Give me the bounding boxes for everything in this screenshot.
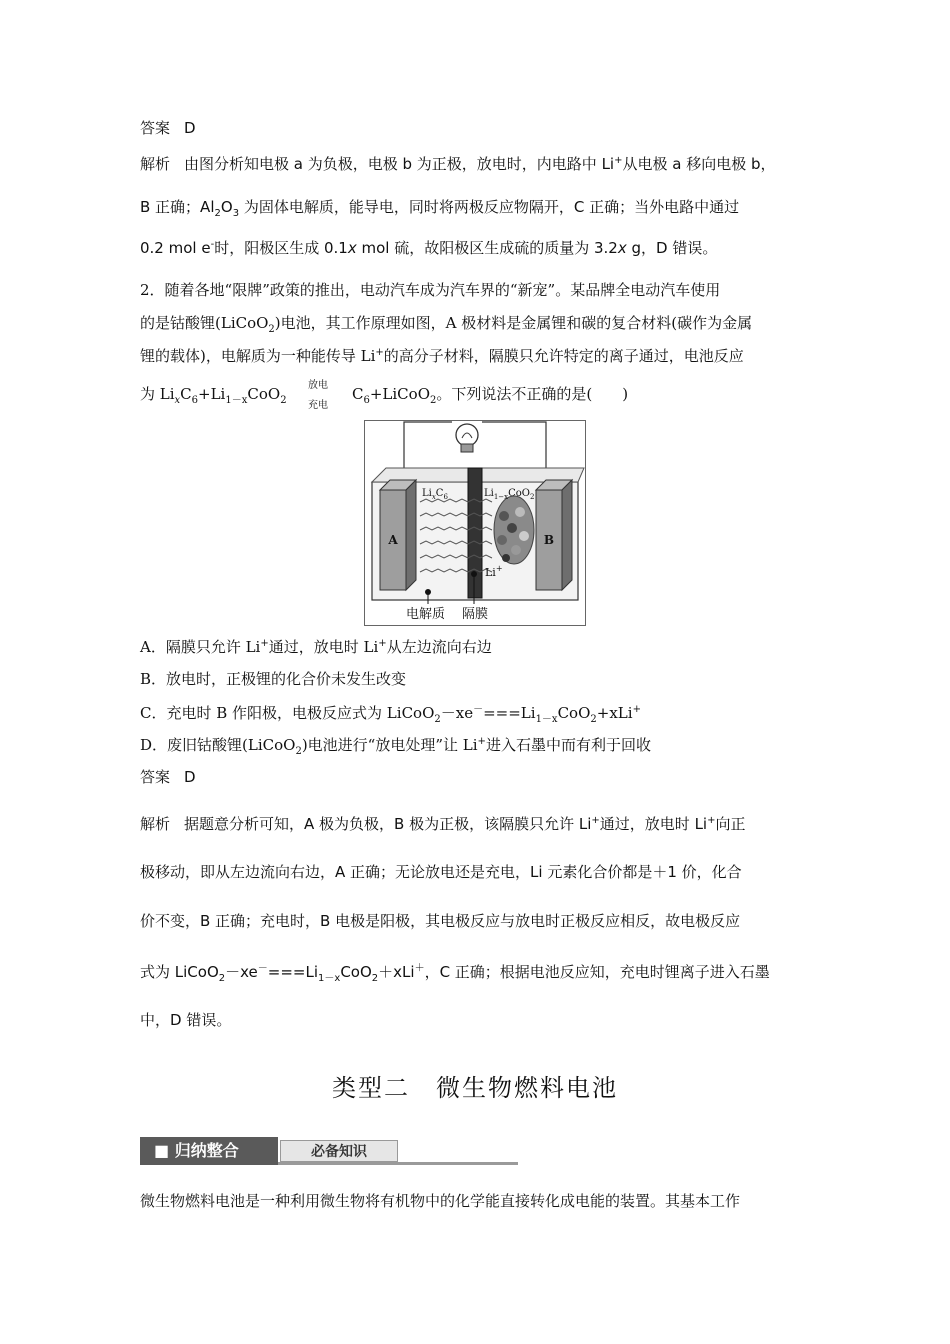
answer-value: D (184, 119, 196, 137)
banner-light-label: 必备知识 (280, 1140, 398, 1162)
text: －xe (225, 963, 258, 981)
text: + (477, 736, 486, 747)
text: 2 (434, 714, 441, 725)
text: CoO (340, 963, 372, 981)
left-material-text: Li (422, 488, 432, 499)
analysis-2-line-5: 中，D 错误。 (140, 1011, 232, 1029)
separator (468, 468, 482, 598)
answer-2 (140, 767, 196, 787)
text: 据题意分析可知，A 极为负极，B 极为正极，该隔膜只允许 Li (184, 815, 592, 833)
text: +Li (198, 385, 226, 403)
text: O (220, 198, 233, 216)
electrolyte-dot (425, 589, 431, 595)
text: 3 (232, 208, 240, 219)
electrode-a-label: A (388, 533, 398, 547)
text: x (174, 395, 181, 406)
answer-label: 答案 (140, 768, 171, 786)
text: 的是钴酸锂(LiCoO (140, 314, 269, 332)
left-material-text: C (435, 488, 444, 499)
text: + (707, 815, 716, 826)
text: A．隔膜只允许 Li (140, 638, 261, 656)
separator-dot (471, 571, 477, 577)
text: 2 (214, 208, 221, 219)
text: 时，阳极区生成 0.1 (214, 239, 348, 257)
ion-text: Li (485, 566, 496, 579)
banner-dark-label: ■ 归纳整合 (140, 1137, 278, 1165)
text: 向正 (715, 815, 746, 833)
text: + (260, 638, 269, 649)
text: + (375, 347, 384, 358)
analysis-1-line-3 (140, 238, 717, 261)
text: 的高分子材料，隔膜只允许特定的离子通过，电池反应 (383, 347, 744, 365)
right-material-text: Li (484, 488, 494, 499)
analysis-2-line-3: 价不变，B 正确；充电时，B 电极是阳极，其电极反应与放电时正极反应相反，故电极反应 (140, 912, 741, 930)
text: )电池进行“放电处理”让 Li (301, 736, 478, 754)
text: － (473, 704, 484, 715)
text: + (614, 155, 623, 166)
text: 进入石墨中而有利于回收 (485, 736, 651, 754)
text: 通过，放电时 Li (599, 815, 708, 833)
text: C (352, 385, 364, 403)
text: 为 Li (140, 385, 175, 403)
analysis-label: 解析 (140, 155, 171, 173)
text: 2 (280, 395, 287, 406)
text: B 正确；Al (140, 198, 215, 216)
question-2-line-3 (140, 346, 744, 369)
text: ，C 正确；根据电池反应知，充电时锂离子进入石墨 (424, 963, 770, 981)
analysis-1-line-1 (140, 154, 776, 177)
question-2-line-1: 2．随着各地“限牌”政策的推出，电动汽车成为汽车界的“新宠”。某品牌全电动汽车使用 (140, 281, 721, 299)
analysis-2-line-2: 极移动，即从左边流向右边，A 正确；无论放电还是充电，Li 元素化合价都是＋1 价，化合 (140, 863, 742, 881)
text: ＋xLi (378, 963, 415, 981)
analysis-label: 解析 (140, 815, 171, 833)
text: 2 (371, 973, 379, 984)
text: 为固体电解质，能导电，同时将两极反应物隔开，C 正确；当外电路中通过 (239, 198, 740, 216)
text: 2 (218, 973, 226, 984)
electrode-b-label: B (543, 533, 555, 547)
text: CoO (557, 704, 591, 722)
text: ＋ (414, 963, 425, 974)
question-2-line-2 (140, 313, 752, 336)
ion-charge: + (495, 564, 503, 573)
text: D．废旧钴酸锂(LiCoO (140, 736, 296, 754)
text: + (632, 704, 641, 715)
text: + (378, 638, 387, 649)
text: 0.2 mol e (140, 239, 211, 257)
right-material-sub: 1−x (493, 493, 509, 501)
text: g，D 错误。 (626, 239, 718, 257)
text: 6 (191, 395, 199, 406)
text: 式为 LiCoO (140, 963, 219, 981)
right-material-text: CoO (508, 488, 530, 499)
section-title: 类型二 微生物燃料电池 (332, 1074, 618, 1102)
text: 1－x (318, 973, 341, 984)
analysis-1-line-2 (140, 197, 739, 220)
left-material-sub: 6 (443, 493, 448, 501)
body-text-last: 微生物燃料电池是一种利用微生物将有机物中的化学能直接转化成电能的装置。其基本工作 (140, 1192, 741, 1210)
arrow-top-label: 放电 (308, 380, 328, 391)
text: 2 (590, 714, 597, 725)
text: x (617, 239, 627, 257)
question-2-line-4-right (352, 384, 628, 407)
licoo2-cluster (494, 496, 534, 564)
text: － (257, 963, 268, 974)
option-c (140, 703, 641, 726)
text: 由图分析知电极 a 为负极，电极 b 为正极，放电时，内电路中 Li (184, 155, 615, 173)
text: +xLi (596, 704, 633, 722)
analysis-2-line-4 (140, 962, 770, 985)
text: 2 (430, 395, 437, 406)
text: 2 (295, 746, 302, 757)
text: 从电极 a 移向电极 b， (622, 155, 776, 173)
analysis-2-line-1 (140, 814, 746, 837)
text: －xe (440, 704, 474, 722)
right-material-sub: 2 (530, 493, 535, 501)
separator-label: 隔膜 (462, 607, 489, 622)
answer-1 (140, 118, 196, 138)
text: 从左边流向右边 (386, 638, 492, 656)
option-a (140, 637, 492, 660)
option-b: B．放电时，正极锂的化合价未发生改变 (140, 670, 407, 688)
text: + (591, 815, 600, 826)
text: ===Li (483, 704, 536, 722)
text: 1－x (225, 395, 248, 406)
option-d (140, 735, 651, 758)
answer-label: 答案 (140, 119, 171, 137)
question-2-line-4 (140, 384, 287, 407)
text: - (210, 239, 215, 250)
electrode-b-side (562, 480, 572, 590)
text: CoO (247, 385, 281, 403)
answer-value: D (184, 768, 196, 786)
electrolyte-label: 电解质 (406, 607, 446, 622)
arrow-bottom-label: 充电 (308, 400, 328, 411)
text: 通过，放电时 Li (268, 638, 379, 656)
text: C．充电时 B 作阳极，电极反应式为 LiCoO (140, 704, 435, 722)
text: +LiCoO (369, 385, 430, 403)
text: x (347, 239, 357, 257)
text: 锂的载体)，电解质为一种能传导 Li (140, 347, 376, 365)
text: C (180, 385, 192, 403)
text: ===Li (267, 963, 319, 981)
left-material-sub: x (431, 493, 436, 501)
text: 6 (363, 395, 370, 406)
electrode-a-side (406, 480, 416, 590)
text: )电池，其工作原理如图，A 极材料是金属锂和碳的复合材料(碳作为金属 (274, 314, 753, 332)
section-banner (140, 1137, 518, 1165)
battery-diagram (364, 420, 586, 626)
text: 2 (268, 324, 275, 335)
text: 。下列说法不正确的是( ) (436, 385, 629, 403)
text: 1－x (535, 714, 558, 725)
battery-diagram-svg (364, 420, 586, 626)
text: mol 硫，故阳极区生成硫的质量为 3.2 (356, 239, 618, 257)
